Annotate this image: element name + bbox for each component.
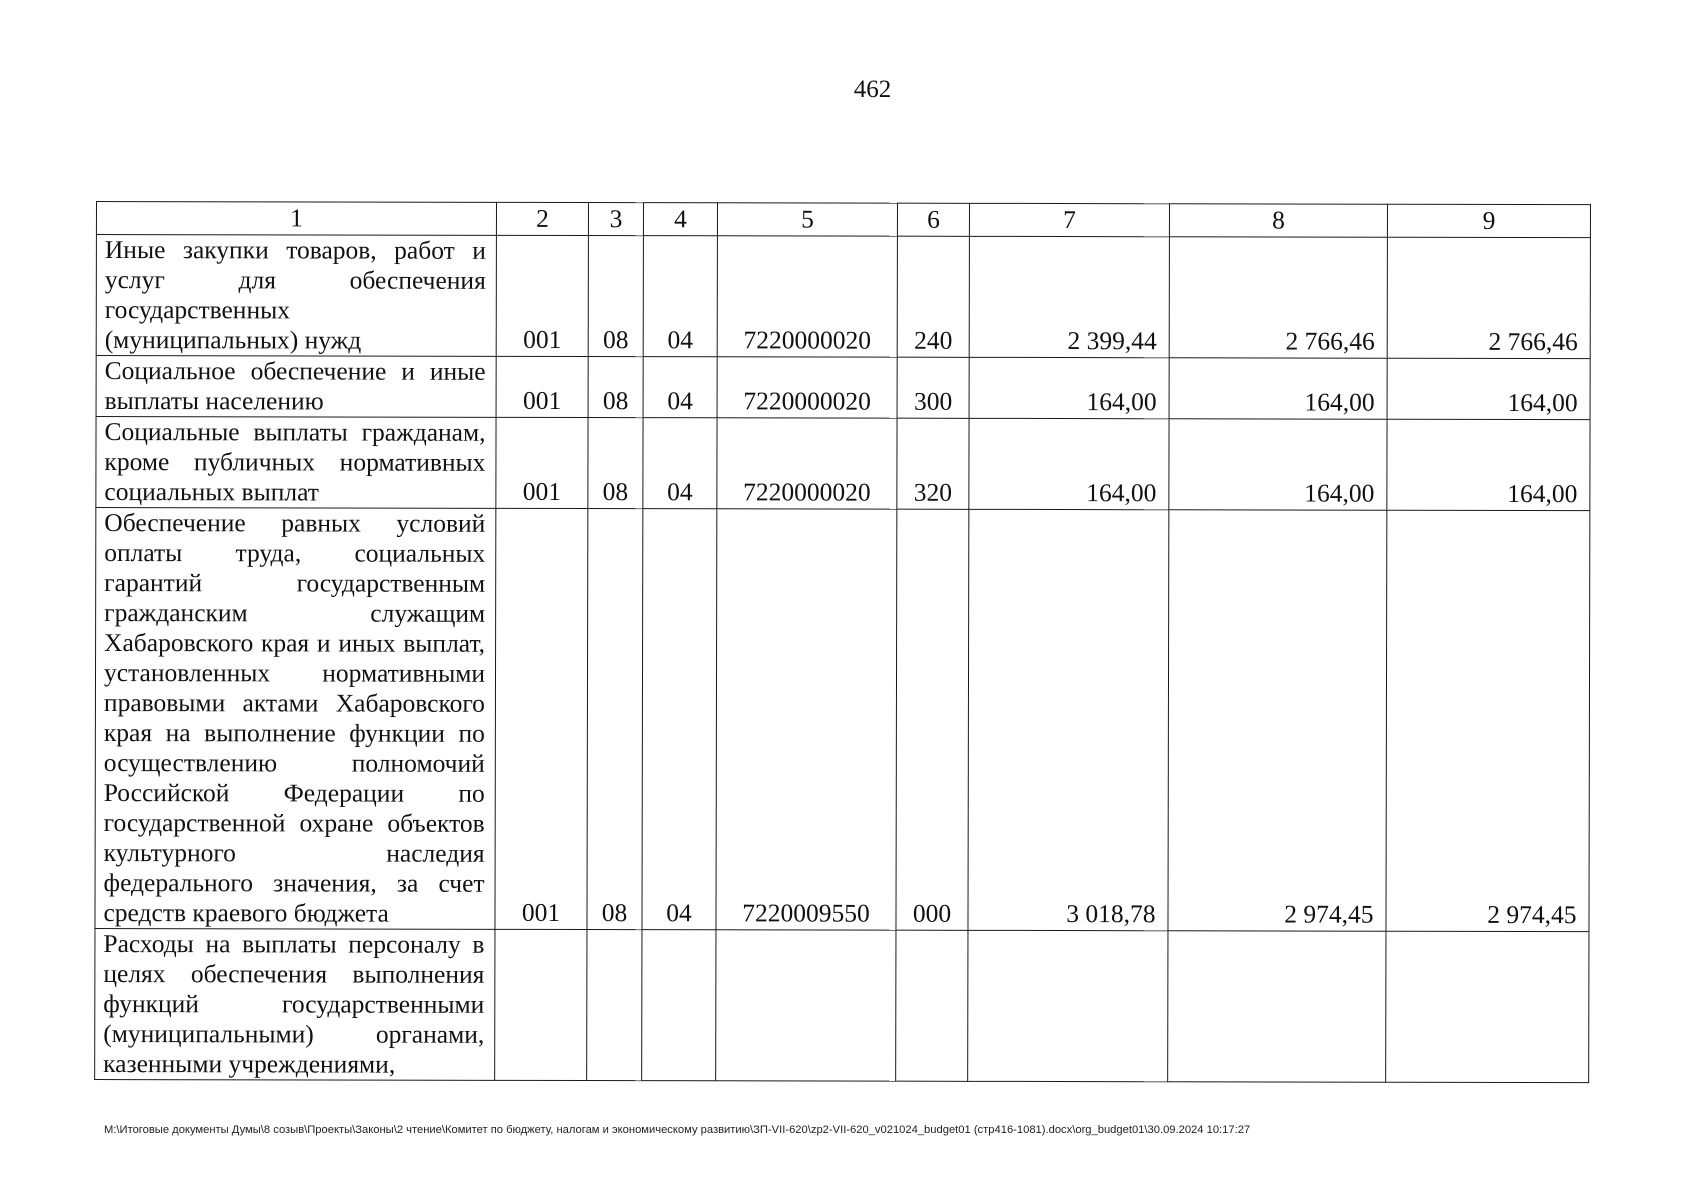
row-target-article: 7220000020 [717, 357, 897, 418]
row-ministry-code [495, 929, 587, 1080]
row-section-code: 08 [588, 236, 643, 357]
row-amount-col7: 164,00 [969, 418, 1169, 509]
header-cell-4: 4 [643, 203, 717, 236]
budget-table-container [94, 201, 1590, 1083]
row-name: Обеспечение равных условий оплаты труда, социальных гарантий государственным гражданским служащим Хабаровского края и иных выплат, установленных нормативными правовыми актами Хабаровского края на выполнение функции по осуществлению полномочий Российской Федерации по государственной охране объектов культурного наследия федерального значения, за счет средств краевого бюджета [95, 508, 496, 930]
row-amount-col8: 164,00 [1169, 358, 1387, 419]
row-ministry-code: 001 [496, 235, 588, 356]
row-target-article: 7220000020 [717, 236, 897, 357]
row-ministry-code: 001 [496, 356, 588, 417]
row-amount-col8 [1168, 931, 1386, 1082]
row-amount-col7: 164,00 [969, 357, 1169, 418]
row-ministry-code: 001 [496, 417, 588, 508]
footer-file-path: M:\Итоговые документы Думы\8 созыв\Проекты\Законы\2 чтение\Комитет по бюджету, налогам и экономическому развитию\ЗП-VII-620\zp2-VII-620_v021024_budget01 (стр416-1081).docx\org_budget01\30.09.2024 10:17:27 [104, 1124, 1251, 1136]
row-subsection-code: 04 [643, 236, 717, 357]
row-name: Расходы на выплаты персоналу в целях обеспечения выполнения функций государственными (муниципальными) органами, казенными учреждениями, [95, 928, 495, 1080]
row-target-article: 7220009550 [716, 509, 897, 930]
row-target-article [716, 930, 896, 1081]
row-amount-col8: 164,00 [1169, 419, 1387, 510]
row-section-code: 08 [588, 418, 643, 509]
page-number: 462 [853, 76, 892, 103]
row-section-code: 08 [587, 509, 643, 930]
header-cell-7: 7 [969, 203, 1169, 236]
row-name: Социальные выплаты гражданам, кроме публичных нормативных социальных выплат [96, 417, 496, 509]
row-amount-col9: 164,00 [1387, 358, 1590, 419]
row-amount-col9: 2 974,45 [1386, 510, 1590, 931]
row-amount-col9 [1386, 931, 1589, 1082]
row-amount-col8: 2 974,45 [1168, 510, 1387, 931]
row-name: Социальное обеспечение и иные выплаты населению [96, 356, 496, 418]
header-cell-2: 2 [496, 202, 588, 235]
row-amount-col7: 2 399,44 [969, 236, 1169, 357]
header-cell-8: 8 [1169, 204, 1387, 237]
header-cell-1: 1 [96, 202, 496, 236]
row-subsection-code: 04 [643, 418, 717, 509]
row-amount-col8: 2 766,46 [1169, 237, 1387, 358]
row-subsection-code: 04 [642, 509, 717, 930]
row-expense-type: 320 [897, 418, 969, 509]
row-expense-type: 000 [896, 509, 969, 930]
row-subsection-code: 04 [643, 357, 717, 418]
table-row [96, 417, 1590, 511]
row-target-article: 7220000020 [717, 418, 897, 509]
table-row [95, 508, 1590, 932]
row-name: Иные закупки товаров, работ и услуг для обеспечения государственных (муниципальных) нужд [96, 235, 496, 357]
table-row [96, 356, 1590, 420]
budget-table [94, 201, 1591, 1083]
header-cell-5: 5 [717, 203, 897, 236]
row-expense-type: 240 [897, 236, 969, 357]
row-amount-col7 [968, 930, 1168, 1081]
row-subsection-code [642, 930, 716, 1081]
header-cell-9: 9 [1387, 204, 1590, 237]
row-amount-col9: 164,00 [1387, 419, 1590, 510]
row-amount-col7: 3 018,78 [968, 509, 1169, 930]
header-cell-6: 6 [897, 203, 969, 236]
row-expense-type [896, 930, 968, 1081]
row-ministry-code: 001 [495, 508, 588, 929]
header-cell-3: 3 [588, 203, 643, 236]
row-amount-col9: 2 766,46 [1387, 237, 1590, 358]
table-row [95, 928, 1589, 1082]
row-expense-type: 300 [897, 357, 969, 418]
table-row [96, 235, 1590, 359]
row-section-code: 08 [588, 357, 643, 418]
row-section-code [587, 930, 642, 1081]
header-row [96, 202, 1590, 238]
